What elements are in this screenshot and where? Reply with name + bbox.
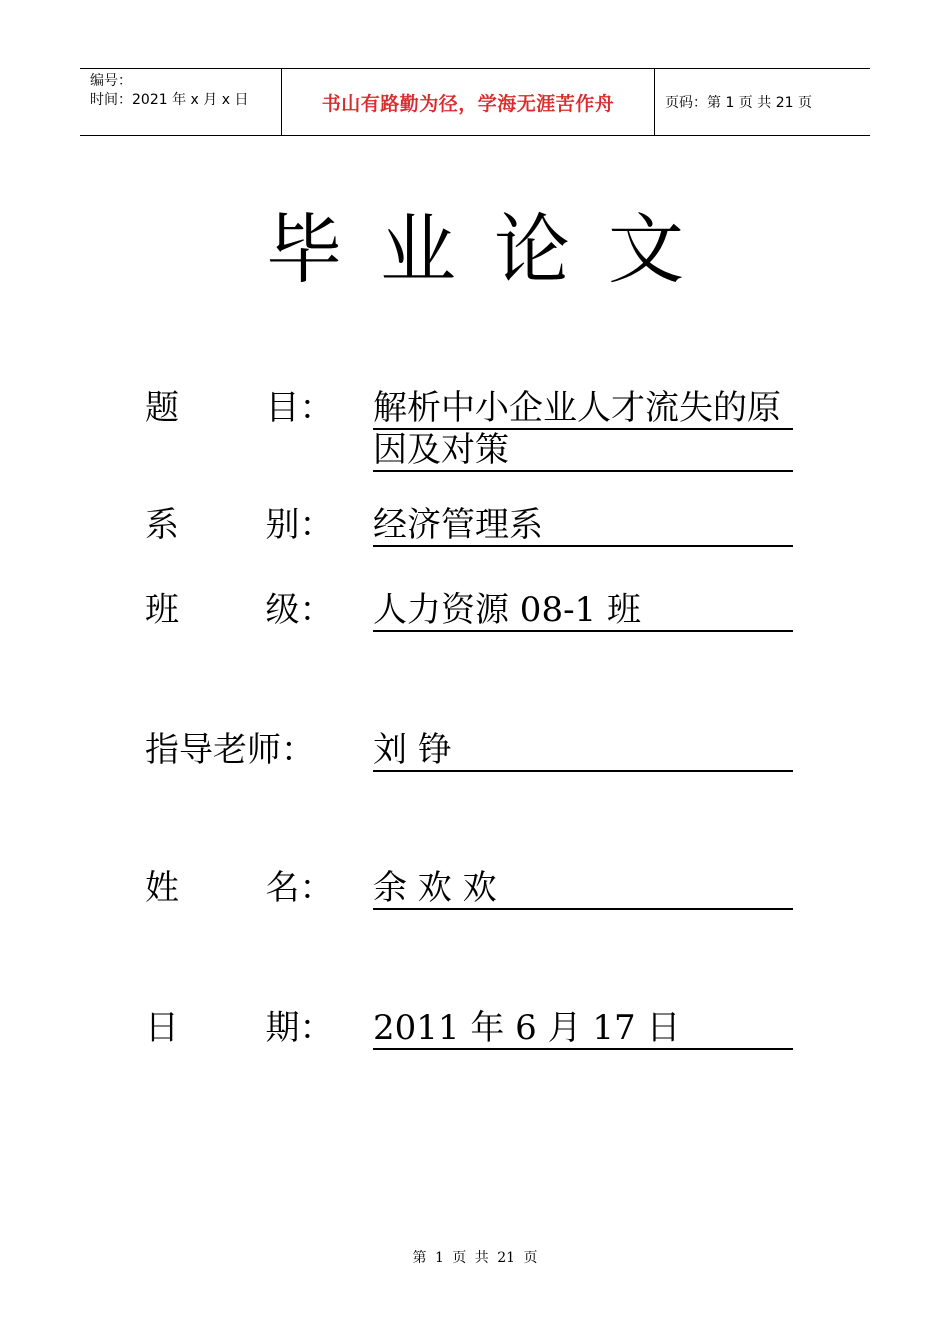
name-label: 姓 名： bbox=[145, 868, 334, 908]
topic-value-line2: 因及对策 bbox=[373, 430, 793, 472]
date-value: 2011 年 6 月 17 日 bbox=[373, 1008, 793, 1050]
document-time-label: 时间：2021 年 x 月 x 日 bbox=[90, 92, 249, 108]
header-motto: 书山有路勤为径，学海无涯苦作舟 bbox=[282, 69, 655, 135]
department-value: 经济管理系 bbox=[373, 505, 793, 547]
page-footer: 第 1 页 共 21 页 bbox=[412, 1250, 538, 1266]
name-value: 余 欢 欢 bbox=[373, 868, 793, 910]
document-number-label: 编号： bbox=[90, 73, 132, 89]
topic-value-line1: 解析中小企业人才流失的原 bbox=[373, 388, 793, 430]
header-page-info: 页码：第 1 页 共 21 页 bbox=[665, 95, 812, 111]
advisor-value: 刘 铮 bbox=[373, 730, 793, 772]
date-label: 日 期： bbox=[145, 1008, 334, 1048]
class-label: 班 级： bbox=[145, 590, 334, 630]
topic-label: 题 目： bbox=[145, 388, 334, 428]
header-meta bbox=[80, 69, 282, 135]
document-header bbox=[80, 68, 870, 136]
class-value: 人力资源 08-1 班 bbox=[373, 590, 793, 632]
department-label: 系 别： bbox=[145, 505, 334, 545]
advisor-label: 指导老师： bbox=[145, 730, 315, 770]
thesis-title: 毕业论文 bbox=[266, 205, 722, 294]
